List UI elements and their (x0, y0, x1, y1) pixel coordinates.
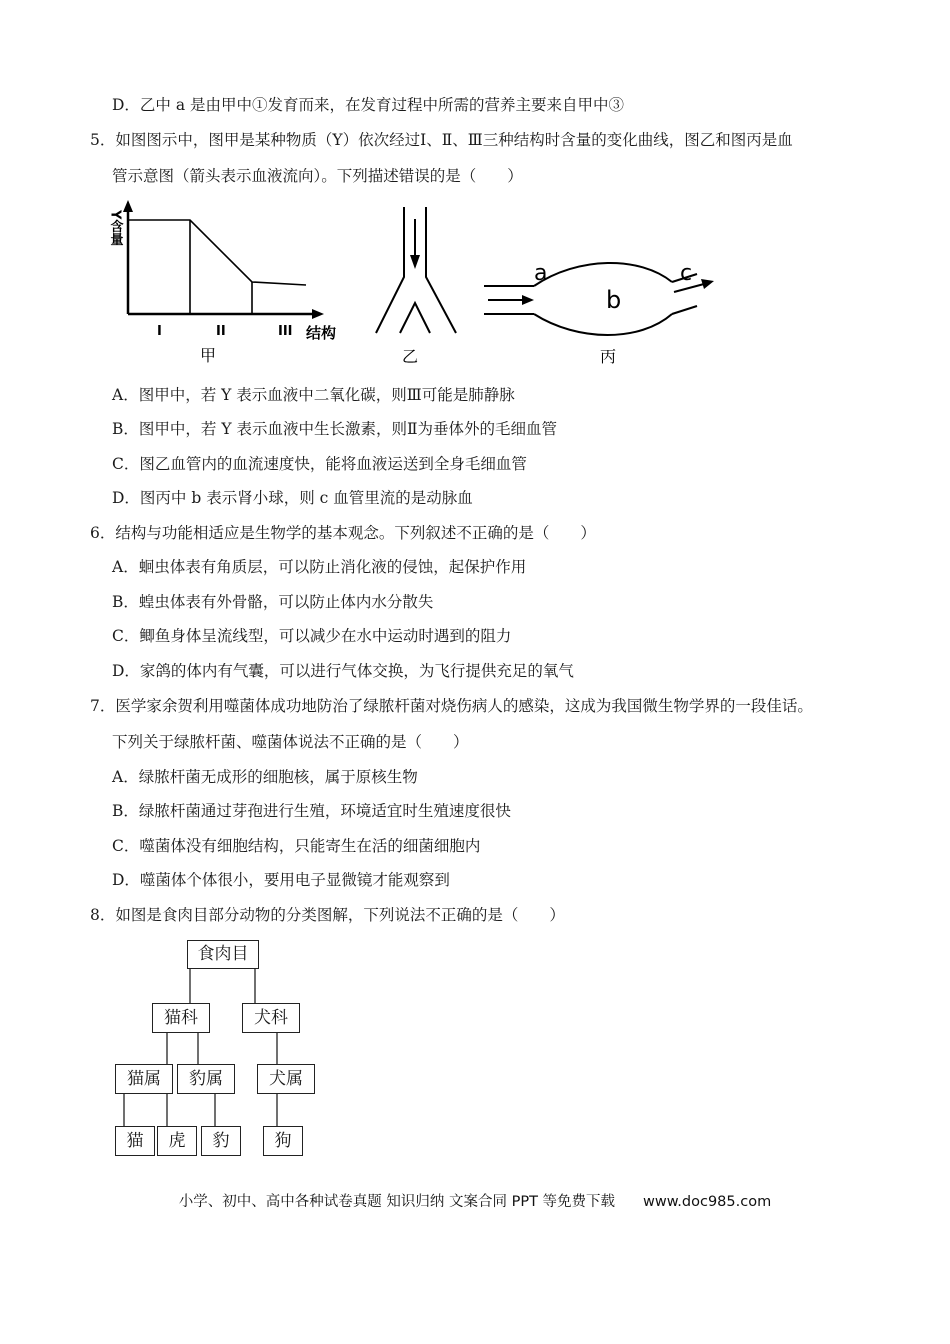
bing-label-c: c (680, 261, 693, 286)
q5-stem-line1: 5．如图图示中，图甲是某种物质（Y）依次经过Ⅰ、Ⅱ、Ⅲ三种结构时含量的变化曲线，图乙和图丙是血 (90, 131, 793, 149)
jia-tick-3: III (278, 324, 293, 339)
yi-caption: 乙 (402, 347, 419, 366)
tree-species-cat: 猫 (115, 1126, 155, 1156)
tree-family-cat: 猫科 (152, 1003, 210, 1033)
q7-stem-line2: 下列关于绿脓杆菌、噬菌体说法不正确的是（ ） (112, 733, 469, 751)
jia-caption: 甲 (200, 346, 217, 365)
page-footer (0, 1190, 950, 1211)
q5-option-b: B．图甲中，若 Y 表示血液中生长激素，则Ⅱ为垂体外的毛细血管 (112, 420, 558, 438)
footer-text: 小学、初中、高中各种试卷真题 知识归纳 文案合同 PPT 等免费下载 (178, 1194, 616, 1210)
tree-order-box: 食肉目 (187, 940, 259, 969)
tree-connectors (110, 936, 340, 1158)
bing-label-b: b (606, 286, 622, 314)
figure-bing (482, 256, 722, 368)
tree-family-dog: 犬科 (242, 1003, 300, 1033)
tree-genus-dog: 犬属 (257, 1064, 315, 1094)
footer-url[interactable]: www.doc985.com (643, 1194, 772, 1210)
figure-yi (368, 205, 468, 368)
tree-species-dog: 狗 (263, 1126, 303, 1156)
q6-option-b: B．蝗虫体表有外骨骼，可以防止体内水分散失 (112, 593, 434, 611)
tree-genus-cat: 猫属 (115, 1064, 173, 1094)
q8-stem: 8．如图是食肉目部分动物的分类图解，下列说法不正确的是（ ） (90, 906, 565, 924)
q7-option-b: B．绿脓杆菌通过芽孢进行生殖，环境适宜时生殖速度很快 (112, 802, 511, 820)
q5-stem-line2: 管示意图（箭头表示血液流向）。下列描述错误的是（ ） (112, 167, 523, 185)
jia-tick-1: I (157, 324, 162, 339)
jia-tick-2: II (216, 324, 226, 339)
q5-option-d: D．图丙中 b 表示肾小球，则 c 血管里流的是动脉血 (112, 489, 473, 507)
bing-caption: 丙 (600, 347, 617, 366)
q7-option-c: C．噬菌体没有细胞结构，只能寄生在活的细菌细胞内 (112, 837, 481, 855)
figure-jia (107, 196, 350, 368)
q6-option-d: D．家鸽的体内有气囊，可以进行气体交换，为飞行提供充足的氧气 (112, 662, 574, 680)
tree-species-leopard: 豹 (201, 1126, 241, 1156)
q6-option-a: A．蛔虫体表有角质层，可以防止消化液的侵蚀，起保护作用 (112, 558, 527, 576)
classification-tree (110, 936, 340, 1158)
q6-stem: 6．结构与功能相适应是生物学的基本观念。下列叙述不正确的是（ ） (90, 524, 596, 542)
q7-stem-line1: 7．医学家余贺利用噬菌体成功地防治了绿脓杆菌对烧伤病人的感染，这成为我国微生物学界的一段佳话。 (90, 697, 813, 715)
q5-option-a: A．图甲中，若 Y 表示血液中二氧化碳，则Ⅲ可能是肺静脉 (112, 386, 515, 404)
q6-option-c: C．鲫鱼身体呈流线型，可以减少在水中运动时遇到的阻力 (112, 627, 512, 645)
tree-species-tiger: 虎 (157, 1126, 197, 1156)
jia-y-label: Y含量 (107, 210, 123, 246)
jia-x-label: 结构 (306, 324, 337, 342)
q7-option-d: D．噬菌体个体很小，要用电子显微镜才能观察到 (112, 871, 450, 889)
q4-option-d: D．乙中 a 是由甲中①发育而来，在发育过程中所需的营养主要来自甲中③ (112, 96, 625, 114)
bing-label-a: a (534, 261, 548, 286)
q7-option-a: A．绿脓杆菌无成形的细胞核，属于原核生物 (112, 768, 418, 786)
tree-genus-leopard: 豹属 (177, 1064, 235, 1094)
q5-option-c: C．图乙血管内的血流速度快，能将血液运送到全身毛细血管 (112, 455, 527, 473)
